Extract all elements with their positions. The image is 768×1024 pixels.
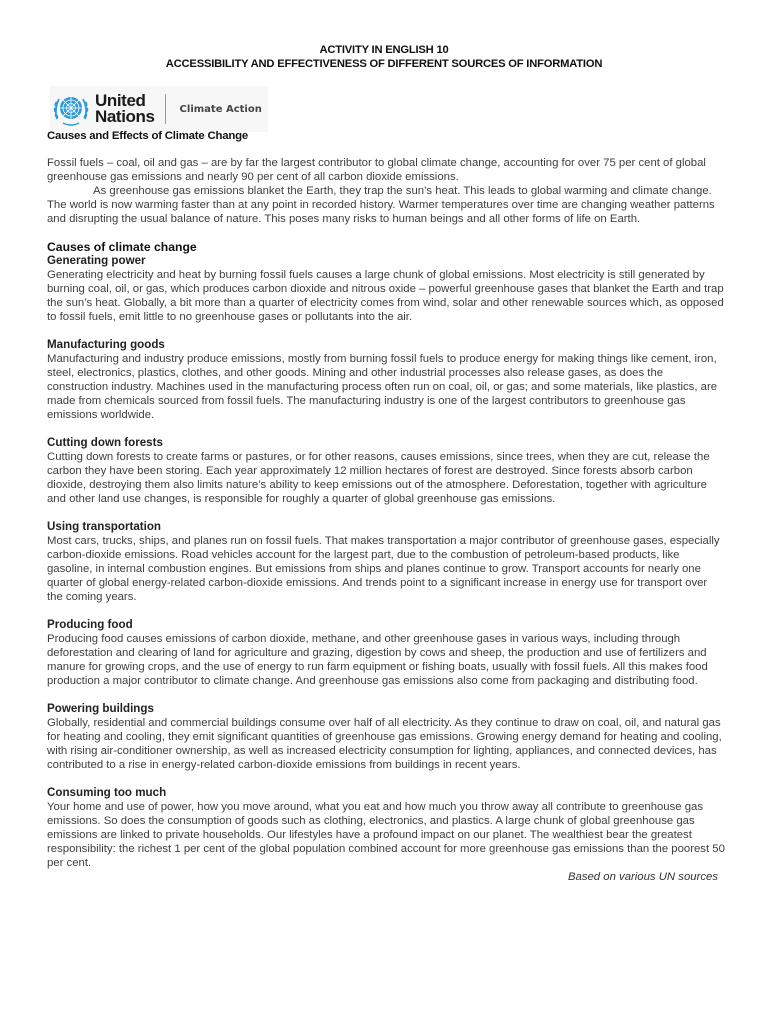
- un-wordmark: [95, 93, 155, 125]
- section-body: Your home and use of power, how you move around, what you eat and how much you throw away all contribute to greenhouse gas emissions. So does the consumption of goods such as clothing, electronics, and plastics. A large chunk of global greenhouse gas emissions are linked to private households. Our lifestyles have a profound impact on our planet. The wealthiest bear the greatest responsibility: the richest 1 per cent of the global population combined account for more greenhouse gas emissions than the poorest 50 per cent.: [47, 801, 725, 869]
- section-heading: Generating power: [47, 254, 146, 267]
- section-heading: Producing food: [47, 618, 133, 631]
- section-consuming-too-much: [47, 786, 725, 870]
- section-manufacturing-goods: [47, 338, 725, 422]
- section-body: Globally, residential and commercial buildings consume over half of all electricity. As they continue to draw on coal, oil, and natural gas for heating and cooling, they emit significant quantities of greenhouse gas emissions. Growing energy demand for heating and cooling, with rising air-conditioner ownership, as well as increased electricity consumption for lighting, appliances, and connected devices, has contributed to a rise in energy-related carbon-dioxide emissions from buildings in recent years.: [47, 717, 722, 771]
- document-body: [47, 129, 725, 884]
- un-wordmark-line1: United: [95, 91, 146, 110]
- climate-action-tagline: Climate Action: [179, 103, 262, 115]
- section-powering-buildings: [47, 702, 725, 772]
- section-producing-food: [47, 618, 725, 688]
- un-emblem-icon: [51, 89, 91, 129]
- section-heading: Consuming too much: [47, 786, 167, 799]
- source-attribution: Based on various UN sources: [567, 871, 718, 883]
- section-body: Cutting down forests to create farms or pastures, or for other reasons, causes emissions, since trees, when they are cut, release the carbon they have been storing. Each year approximately 12 million hectares of forest are destroyed. Since forests absorb carbon dioxide, destroying them also limits nature’s ability to keep emissions out of the atmosphere. Deforestation, together with agriculture and other land use changes, is responsible for roughly a quarter of global greenhouse gas emissions.: [47, 451, 710, 505]
- page-title: Causes and Effects of Climate Change: [47, 130, 249, 142]
- section-using-transportation: [47, 520, 725, 604]
- un-wordmark-line2: Nations: [95, 107, 155, 126]
- section-cutting-down-forests: [47, 436, 725, 506]
- activity-title: ACTIVITY IN ENGLISH 10: [319, 44, 449, 56]
- section-body: Generating electricity and heat by burning fossil fuels causes a large chunk of global emissions. Most electricity is still generated by burning coal, oil, or gas, which produces carbon dioxide and nitrous oxide – powerful greenhouse gases that blanket the Earth and trap the sun’s heat. Globally, a bit more than a quarter of electricity comes from wind, solar and other renewable sources which, as opposed to fossil fuels, emit little to no greenhouse gases or pollutants into the air.: [47, 269, 724, 323]
- section-heading: Using transportation: [47, 520, 162, 533]
- logo-divider: [165, 94, 166, 124]
- section-heading: Powering buildings: [47, 702, 154, 715]
- section-body: Most cars, trucks, ships, and planes run on fossil fuels. That makes transportation a major contributor of greenhouse gases, especially carbon-dioxide emissions. Road vehicles account for the largest part, due to the combustion of petroleum-based products, like gasoline, in internal combustion engines. But emissions from ships and planes continue to grow. Transport accounts for nearly one quarter of global energy-related carbon-dioxide emissions. And trends point to a significant increase in energy use for transport over the coming years.: [47, 535, 720, 603]
- un-climate-action-logo: [50, 86, 268, 132]
- section-body: Manufacturing and industry produce emissions, mostly from burning fossil fuels to produce energy for making things like cement, iron, steel, electronics, plastics, clothes, and other goods. Mining and other industrial processes also release gases, as does the construction industry. Machines used in the manufacturing process often run on coal, oil, or gas; and some materials, like plastics, are made from chemicals sourced from fossil fuels. The manufacturing industry is one of the largest contributors to greenhouse gas emissions worldwide.: [47, 353, 718, 421]
- document-title: [0, 43, 768, 71]
- section-heading: Manufacturing goods: [47, 338, 165, 351]
- activity-subtitle: ACCESSIBILITY AND EFFECTIVENESS OF DIFFERENT SOURCES OF INFORMATION: [165, 58, 603, 70]
- intro-paragraph-1: Fossil fuels – coal, oil and gas – are by far the largest contributor to global climate change, accounting for over 75 per cent of global greenhouse gas emissions and nearly 90 per cent of all carbon dioxide emissions.: [47, 157, 706, 183]
- causes-heading: Causes of climate change: [47, 240, 197, 254]
- section-heading: Cutting down forests: [47, 436, 163, 449]
- section-body: Producing food causes emissions of carbon dioxide, methane, and other greenhouse gases in various ways, including through deforestation and clearing of land for agriculture and grazing, digestion by cows and sheep, the production and use of fertilizers and manure for growing crops, and the use of energy to run farm equipment or fishing boats, usually with fossil fuels. All this makes food production a major contributor to climate change. And greenhouse gas emissions also come from packaging and distributing food.: [47, 633, 708, 687]
- section-generating-power: [47, 254, 725, 324]
- intro-paragraph-2: As greenhouse gas emissions blanket the Earth, they trap the sun’s heat. This leads to global warming and climate change. The world is now warming faster than at any point in recorded history. Warmer temperatures over time are changing weather patterns and disrupting the usual balance of nature. This poses many risks to human beings and all other forms of life on Earth.: [47, 185, 715, 225]
